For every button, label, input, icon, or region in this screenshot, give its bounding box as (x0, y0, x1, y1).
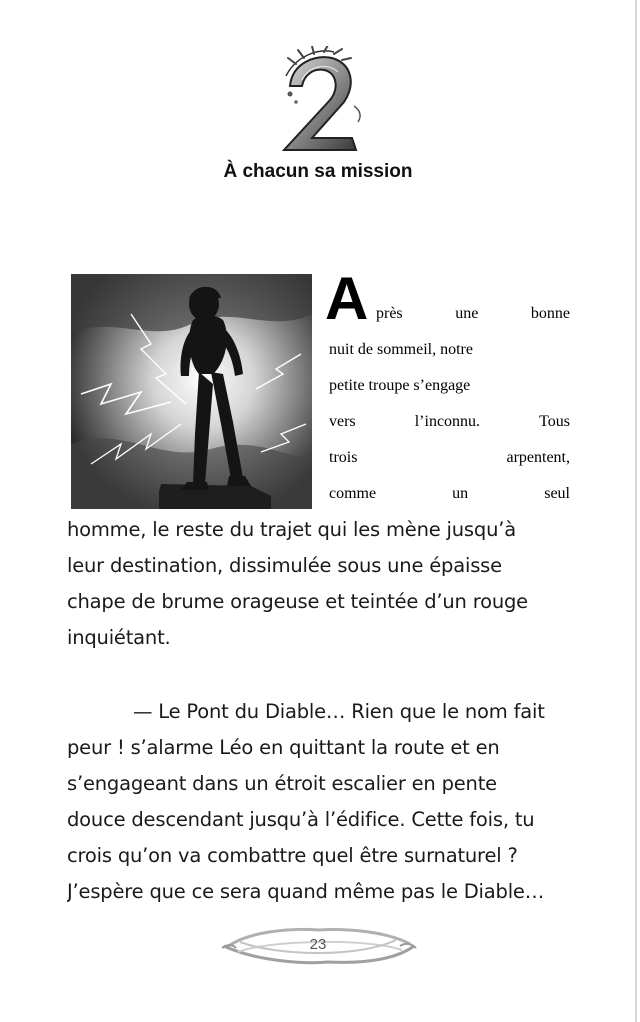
text-line: crois qu’on va combattre quel être surnaturel ? (67, 844, 518, 867)
storm-figure-illustration (71, 274, 312, 509)
text-line: s’engageant dans un étroit escalier en pente (67, 772, 497, 795)
chapter-title: À chacun sa mission (223, 161, 413, 182)
text-line (329, 440, 570, 476)
text-line: leur destination, dissimulée sous une épaisse (67, 554, 502, 577)
text-line: — Le Pont du Diable… Rien que le nom fait (133, 700, 545, 723)
text-line: douce descendant jusqu’à l’édifice. Cette fois, tu (67, 808, 535, 831)
page-number-footer (218, 922, 418, 968)
word: une (455, 305, 479, 322)
word: près (376, 305, 403, 322)
text-line: chape de brume orageuse et teintée d’un rouge (67, 590, 528, 613)
text-line (329, 476, 570, 512)
word: l’inconnu. (414, 413, 481, 430)
drop-cap: A (325, 265, 369, 332)
chapter-number-ornament-icon (272, 46, 368, 158)
word: seul (544, 485, 570, 502)
text-line: inquiétant. (67, 626, 171, 649)
word: arpentent, (506, 449, 570, 466)
text-line (329, 404, 570, 440)
line-text: petite troupe s’engage (329, 377, 471, 394)
word: trois (329, 449, 358, 466)
text-line: homme, le reste du trajet qui les mène jusqu’à (67, 518, 516, 541)
page-edge (635, 0, 637, 1022)
text-line (376, 296, 570, 332)
word: vers (329, 413, 356, 430)
text-line: J’espère que ce sera quand même pas le Diable… (67, 880, 545, 903)
word: Tous (539, 413, 570, 430)
word: bonne (530, 305, 570, 322)
line-text: nuit de sommeil, notre (329, 341, 473, 358)
text-line: peur ! s’alarme Léo en quittant la route et en (67, 736, 500, 759)
text-line (329, 332, 570, 368)
word: un (452, 485, 469, 502)
page-number: 23 (309, 936, 327, 953)
text-line (329, 368, 570, 404)
word: comme (329, 485, 377, 502)
